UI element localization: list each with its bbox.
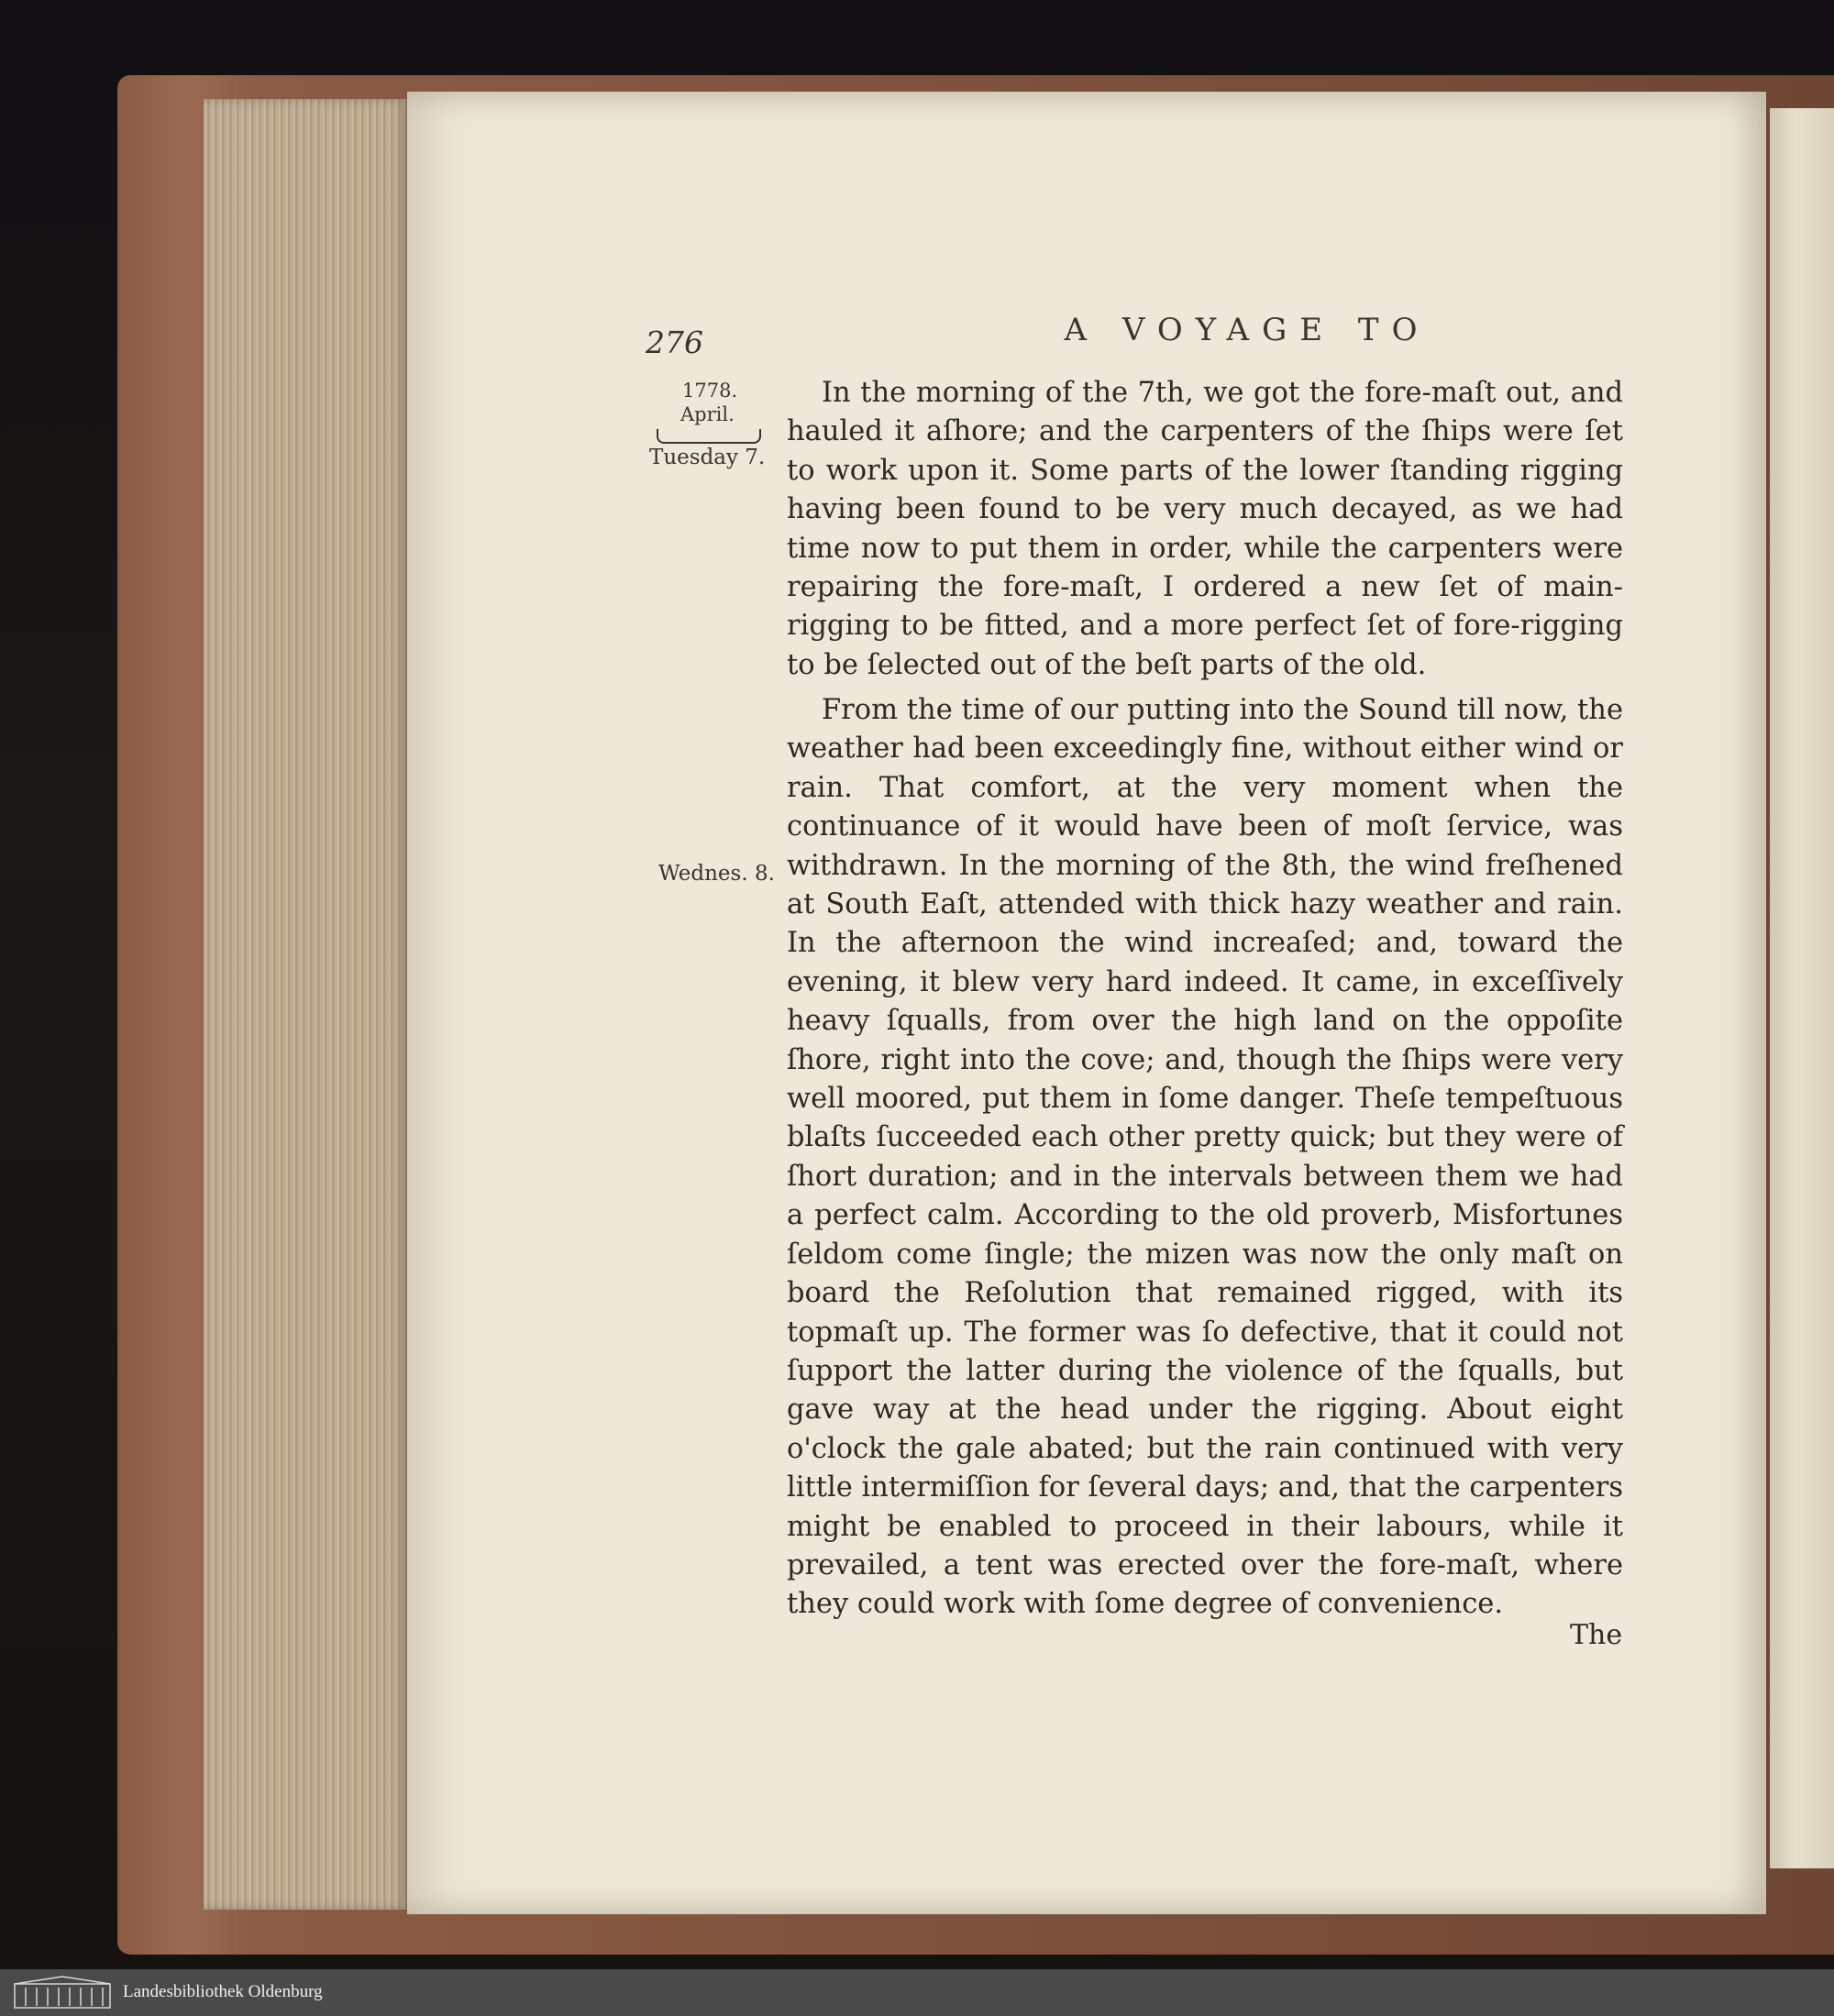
margin-note-year: 1778. bbox=[682, 380, 738, 402]
catchword: The bbox=[1570, 1619, 1623, 1651]
body-text-block-1 bbox=[787, 374, 1623, 685]
library-name: Landesbibliothek Oldenburg bbox=[123, 1982, 323, 2001]
page-edges bbox=[204, 99, 407, 1910]
facing-page-edge bbox=[1770, 108, 1834, 1868]
margin-note-day-tuesday: Tuesday 7. bbox=[649, 446, 766, 469]
margin-note-month: April. bbox=[680, 403, 735, 425]
footer-bar bbox=[0, 1969, 1834, 2016]
margin-note-day-wednesday: Wednes. 8. bbox=[658, 862, 775, 886]
body-text-block-2 bbox=[787, 691, 1623, 1625]
page-number: 276 bbox=[646, 325, 703, 360]
library-building-icon bbox=[13, 1975, 112, 2010]
paragraph: In the morning of the 7th, we got the fore-maſt out, and hauled it aſhore; and the carpenters of the ſhips were ſet to work upon it. Some parts of the lower ſtanding rigging having been found to be very much decayed, as we had time now to put them in order, while the carpenters were repairing the fore-maſt, I ordered a new ſet of main-rigging to be fitted, and a more perfect ſet of fore-rigging to be ſelected out of the beſt parts of the old. bbox=[787, 377, 1623, 681]
margin-brace bbox=[657, 429, 761, 444]
running-head: A VOYAGE TO bbox=[1064, 312, 1431, 348]
paragraph: From the time of our putting into the Sound till now, the weather had been exceedingly fine, without either wind or rain. That comfort, at the very moment when the continuance of it would have been of moſt ſervice, was withdrawn. In the morning of the 8th, the wind freſhened at South Eaſt, attended with thick hazy weather and rain. In the afternoon the wind increaſed; and, toward the evening, it blew very hard indeed. It came, in exceſſively heavy ſqualls, from over the high land on the oppoſite ſhore, right into the cove; and, though the ſhips were very well moored, put them in ſome danger. Theſe tempeſtuous blaſts ſucceeded each other pretty quick; but they were of ſhort duration; and in the intervals between them we had a perfect calm. According to the old proverb, Misfortunes ſeldom come ſingle; the mizen was now the only maſt on board the Reſolution that remained rigged, with its topmaſt up. The former was ſo defective, that it could not ſupport the latter during the violence of the ſqualls, but gave way at the head under the rigging. About eight o'clock the gale abated; but the rain continued with very little intermiſſion for ſeveral days; and, that the carpenters might be enabled to proceed in their labours, while it prevailed, a tent was erected over the fore-maſt, where they could work with ſome degree of convenience. bbox=[787, 694, 1623, 1621]
